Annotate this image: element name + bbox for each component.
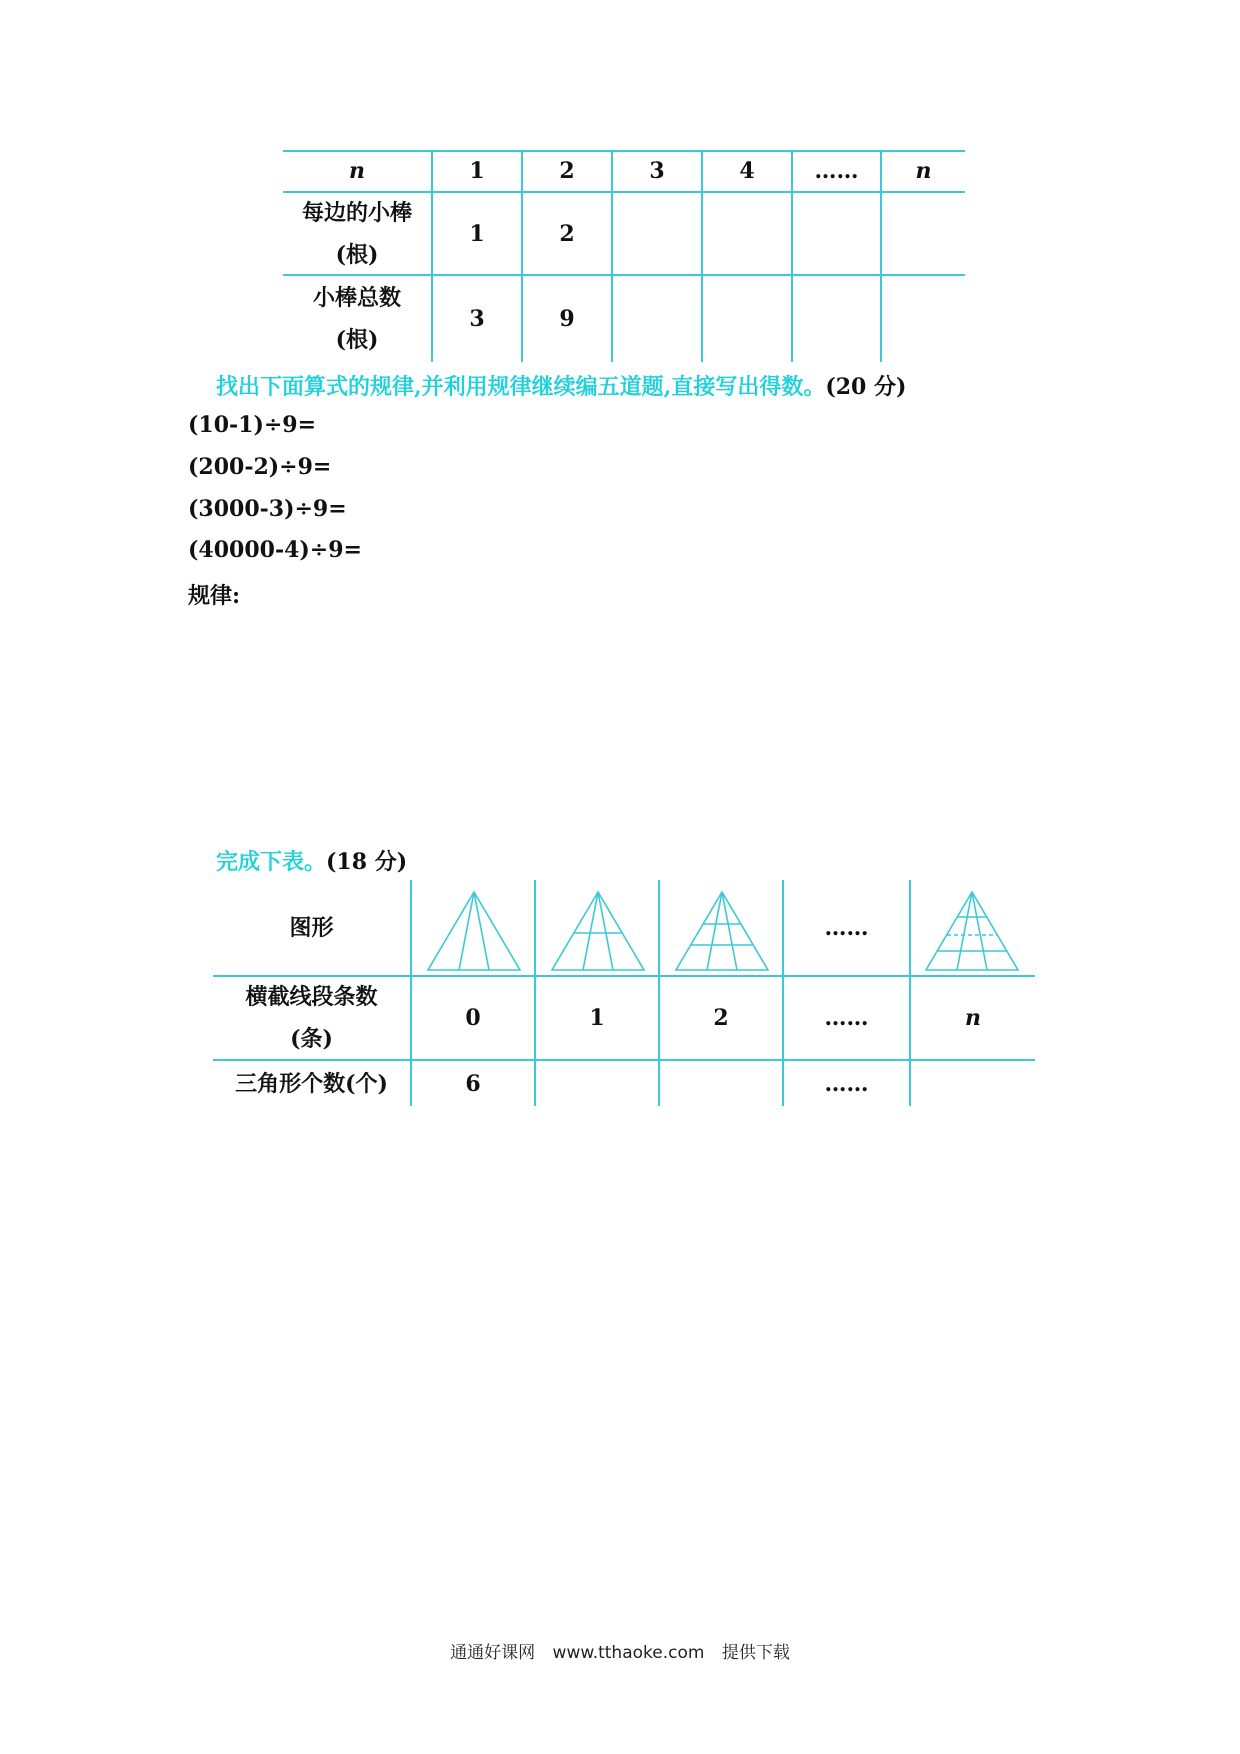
page-footer: [0, 1638, 1240, 1663]
row-label: [213, 977, 410, 1059]
row-label-line: 每边的小棒: [301, 199, 412, 226]
table-cell: [613, 276, 701, 362]
ellipsis: ……: [824, 914, 869, 941]
row-label: [283, 276, 431, 362]
table-cell: ……: [824, 1005, 869, 1031]
table-cell: 2: [559, 220, 575, 247]
table-cell: [703, 276, 791, 362]
row-label-unit: (条): [290, 1026, 333, 1052]
footer-url[interactable]: www.tthaoke.com: [552, 1643, 705, 1663]
triangle-figure-0: [426, 890, 522, 972]
table-cell: 1: [469, 220, 485, 247]
footer-site-name: 通通好课网: [450, 1643, 536, 1663]
table-cell: [613, 193, 701, 274]
table-cell: 9: [559, 306, 575, 332]
question-score: (20 分): [825, 374, 907, 400]
table-header-cell: 2: [559, 157, 575, 184]
table-cell: [911, 1061, 1035, 1106]
table-cell: n: [965, 1005, 981, 1031]
rule-label: 规律:: [188, 583, 241, 609]
table-header-cell: ……: [814, 157, 859, 184]
table-cell: [536, 1061, 658, 1106]
question-score: (18 分): [326, 849, 408, 875]
question-heading: [216, 370, 906, 401]
table-cell: [793, 276, 880, 362]
table-header-cell: n: [349, 157, 365, 184]
triangle-figure-n: [924, 890, 1020, 972]
row-label-line: 小棒总数: [312, 285, 401, 311]
table-header-cell: 1: [469, 157, 485, 184]
row-label-line: 横截线段条数: [245, 984, 378, 1010]
table-cell: [703, 193, 791, 274]
triangles-table: [213, 880, 1035, 1106]
expression: (10-1)÷9=: [188, 412, 317, 438]
table-cell: [882, 276, 965, 362]
table-cell: 6: [465, 1070, 481, 1097]
row-label-unit: (根): [335, 327, 379, 353]
sticks-table: [283, 150, 965, 362]
row-label-unit: (根): [335, 241, 379, 268]
expression: (40000-4)÷9=: [188, 537, 362, 563]
question-instruction: 完成下表。: [216, 849, 327, 875]
table-cell: 2: [713, 1005, 729, 1031]
row-label: 图形: [289, 914, 334, 941]
triangle-figure-1: [550, 890, 646, 972]
triangle-figure-2: [674, 890, 770, 972]
table-cell: 0: [465, 1005, 481, 1031]
table-header-cell: 4: [739, 157, 755, 184]
table-cell: [660, 1061, 782, 1106]
table-header-cell: 3: [649, 157, 665, 184]
expression: (200-2)÷9=: [188, 454, 332, 480]
row-label: [283, 193, 431, 274]
question-heading: [216, 845, 407, 876]
table-cell: [793, 193, 880, 274]
row-label: 三角形个数(个): [235, 1070, 388, 1097]
table-cell: [882, 193, 965, 274]
table-cell: 3: [469, 306, 485, 332]
table-cell: ……: [824, 1070, 869, 1097]
expression: (3000-3)÷9=: [188, 496, 347, 522]
footer-suffix: 提供下载: [721, 1643, 790, 1663]
question-instruction: 找出下面算式的规律,并利用规律继续编五道题,直接写出得数。: [216, 374, 826, 400]
table-header-cell: n: [915, 157, 932, 184]
table-cell: 1: [589, 1005, 605, 1031]
